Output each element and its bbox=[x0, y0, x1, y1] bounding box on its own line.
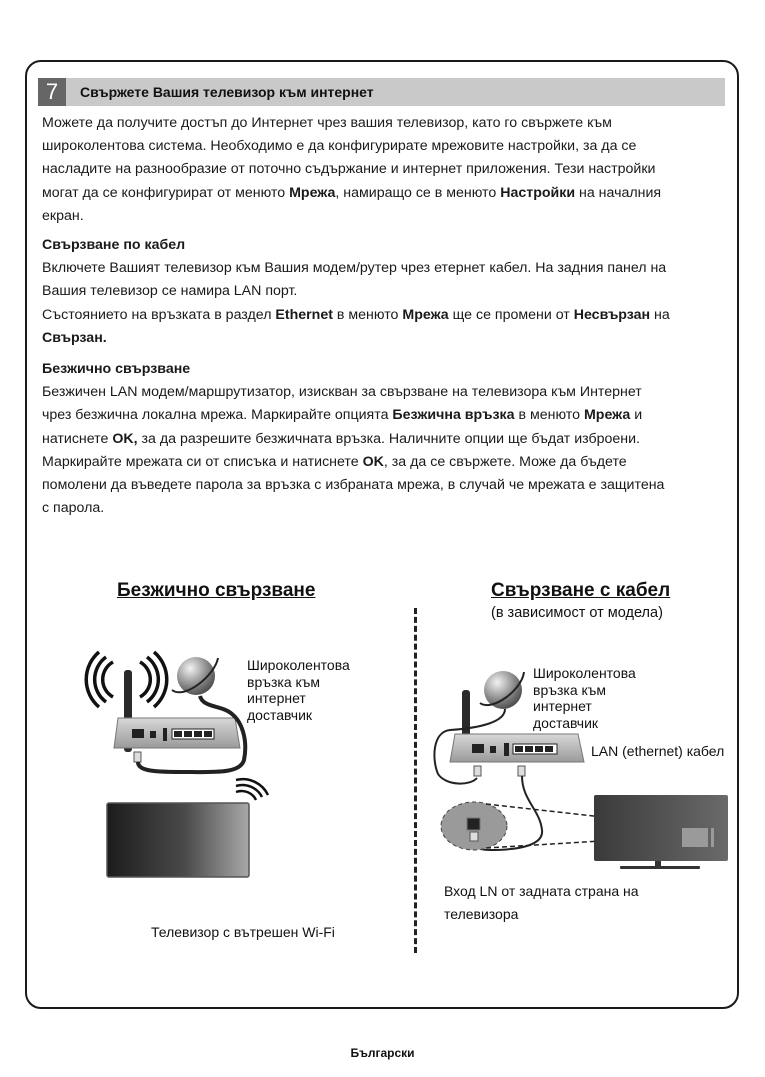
text: на bbox=[650, 306, 670, 323]
text: чрез безжична локална мрежа. Маркирайте опцията bbox=[42, 407, 393, 424]
option-wireless-connection: Безжична връзка bbox=[392, 407, 515, 424]
text: Маркирайте мрежата си от списъка и натиснете bbox=[42, 453, 363, 470]
text: Състоянието на връзката в раздел bbox=[42, 306, 276, 323]
label-line: връзка към bbox=[533, 681, 607, 698]
intro-line-1: Можете да получите достъп до Интернет чрез вашия телевизор, като го свържете към bbox=[42, 115, 612, 131]
label-line: доставчик bbox=[247, 706, 313, 723]
text: в менюто bbox=[514, 407, 584, 424]
diagram-wired-subtitle: (в зависимост от модела) bbox=[491, 605, 663, 621]
text: натиснете bbox=[42, 430, 113, 447]
tv-back-icon bbox=[594, 795, 728, 869]
status-disconnected: Несвързан bbox=[573, 306, 651, 323]
section-number: 7 bbox=[38, 78, 66, 106]
text: могат да се конфигурират от менюто bbox=[42, 184, 290, 201]
wireless-line-1: Безжичен LAN модем/маршрутизатор, изискван за свързване на телевизора към Интернет bbox=[42, 384, 642, 401]
key-ok: OK, bbox=[112, 430, 138, 447]
wireless-isp-label bbox=[247, 657, 350, 723]
tv-icon bbox=[107, 803, 249, 877]
intro-line-3: насладите на разнообразие от поточно съдържание и интернет приложения. Тези настройки bbox=[42, 161, 656, 178]
status-connected: Свързан. bbox=[42, 329, 107, 346]
diagram-wireless-title: Безжично свързване bbox=[117, 580, 316, 601]
label-line: телевизора bbox=[444, 906, 519, 922]
text: , намиращо се в менюто bbox=[335, 184, 501, 201]
wireless-heading: Безжично свързване bbox=[42, 361, 191, 377]
menu-name-network: Мрежа bbox=[583, 407, 631, 424]
globe-icon bbox=[172, 657, 218, 695]
label-line: Широколентова bbox=[533, 665, 636, 681]
label-line: интернет bbox=[533, 698, 592, 714]
wireless-line-6: с парола. bbox=[42, 500, 105, 517]
wireless-tv-label: Телевизор с вътрешен Wi-Fi bbox=[151, 924, 335, 940]
menu-name-settings: Настройки bbox=[500, 184, 576, 201]
label-line: доставчик bbox=[533, 714, 599, 731]
intro-line-5: екран. bbox=[42, 207, 84, 224]
label-line: интернет bbox=[247, 690, 306, 706]
label-line: Широколентова bbox=[247, 657, 350, 673]
lan-port-label bbox=[444, 880, 639, 926]
diagram-wired-title: Свързване с кабел bbox=[491, 580, 671, 601]
wired-heading: Свързване по кабел bbox=[42, 237, 186, 253]
text: в менюто bbox=[332, 306, 403, 323]
globe-icon bbox=[480, 671, 524, 709]
intro-line-2: широколентова система. Необходимо е да конфигурирате мрежовите настройки, за да се bbox=[42, 138, 637, 155]
text: за да разрешите безжичната връзка. Наличните опции ще бъдат изброени. bbox=[137, 430, 640, 447]
menu-name-network: Мрежа bbox=[402, 306, 449, 323]
wired-line-1: Включете Вашият телевизор към Вашия модем/рутер чрез етернет кабел. На задния панел на bbox=[42, 260, 667, 277]
key-ok: OK bbox=[362, 453, 384, 470]
tv-wifi-icon bbox=[236, 779, 268, 800]
lan-cable-label: LAN (ethernet) кабел bbox=[591, 743, 725, 759]
router-icon bbox=[114, 670, 240, 762]
text: ще се промени от bbox=[448, 306, 574, 323]
text: и bbox=[630, 407, 643, 424]
wired-isp-label bbox=[533, 665, 636, 731]
text: на началния bbox=[575, 184, 662, 201]
label-line: Вход LN от задната страна на bbox=[444, 883, 639, 899]
footer-language: Български bbox=[350, 1046, 415, 1060]
menu-name-network: Мрежа bbox=[289, 184, 336, 201]
wired-line-2: Вашия телевизор се намира LAN порт. bbox=[42, 283, 298, 300]
label-line: връзка към bbox=[247, 673, 321, 690]
wireless-line-5: помолени да въведете парола за връзка с избраната мрежа, в случай че мрежата е защитена bbox=[42, 477, 665, 494]
text: , за да се свържете. Може да бъдете bbox=[383, 453, 627, 470]
tab-name-ethernet: Ethernet bbox=[275, 306, 333, 323]
section-title: Свържете Вашия телевизор към интернет bbox=[80, 84, 374, 100]
